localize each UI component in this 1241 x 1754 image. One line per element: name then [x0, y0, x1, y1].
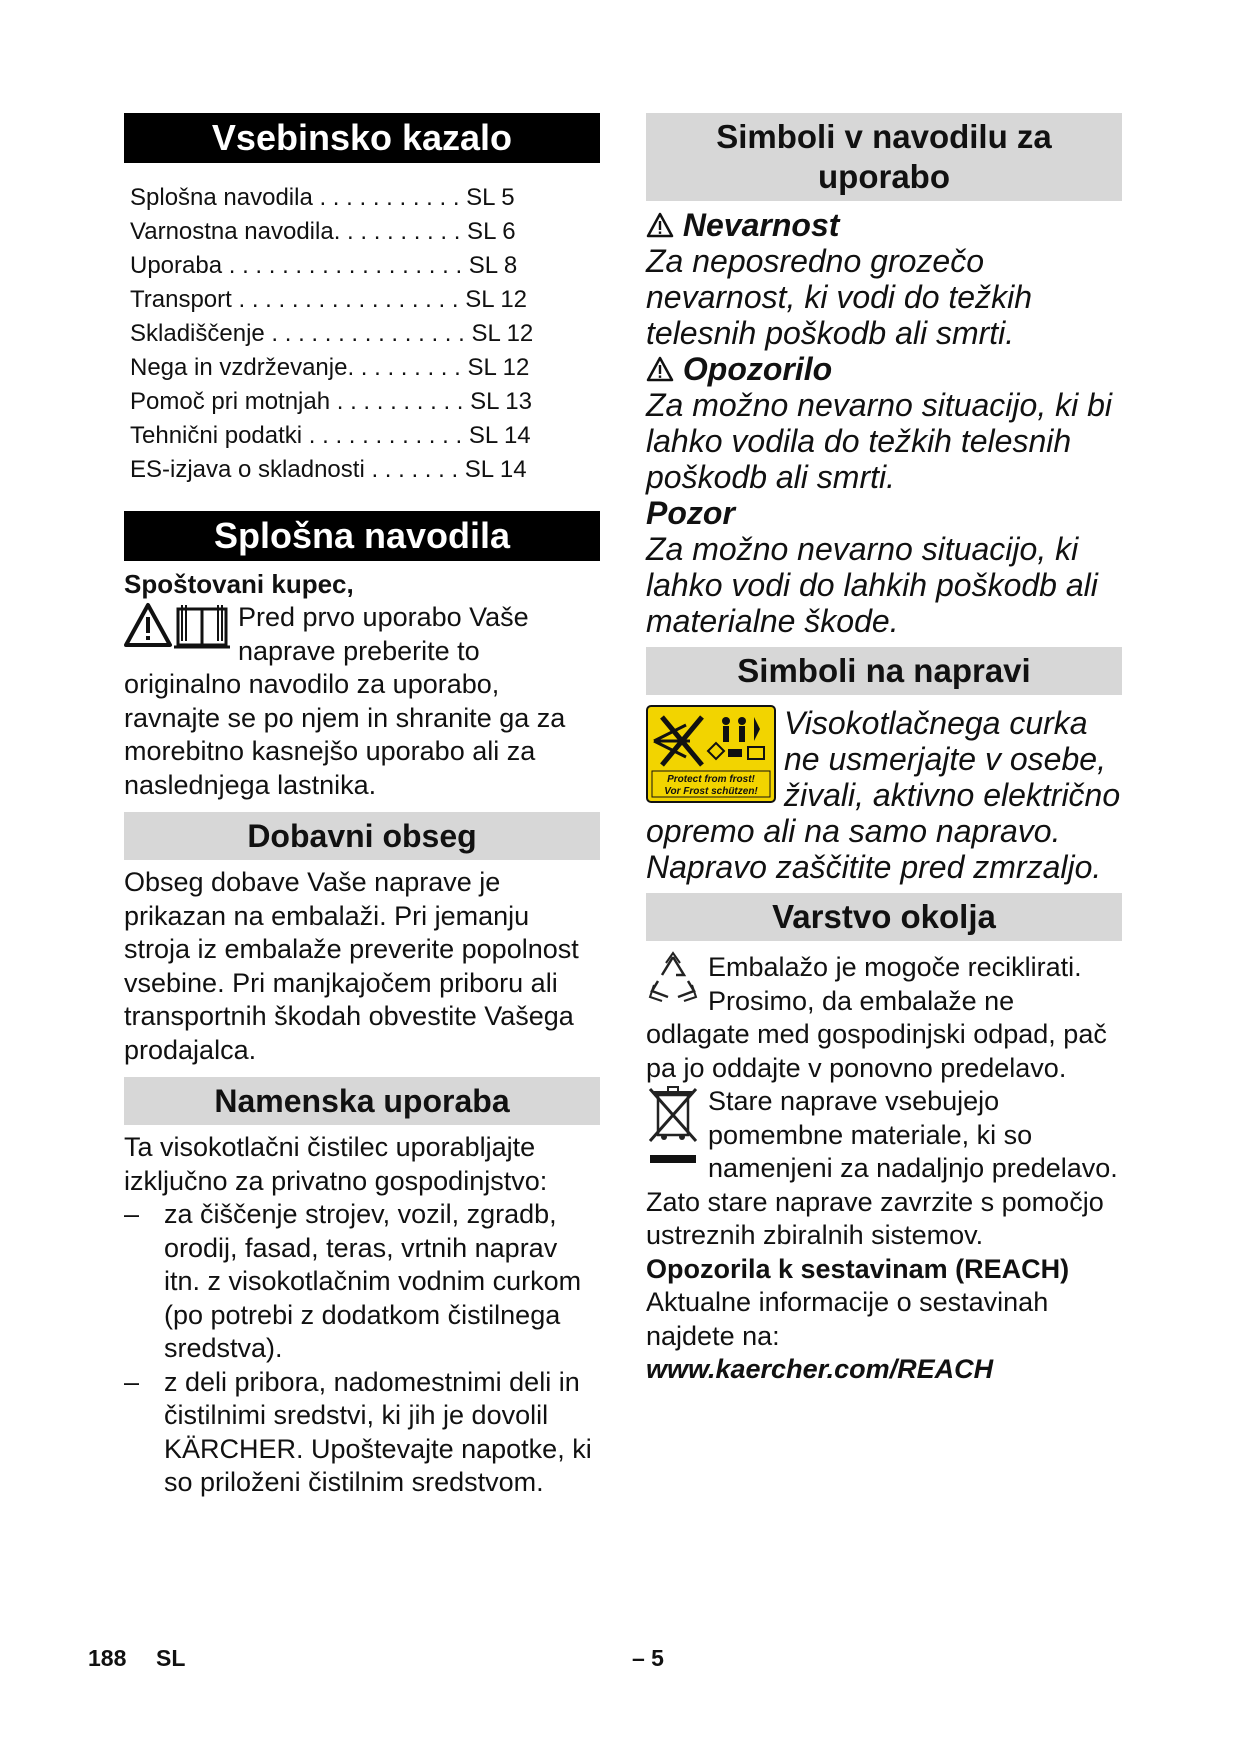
- list-dash: –: [124, 1199, 140, 1229]
- list-item: [124, 1198, 600, 1366]
- intended-use-intro: Ta visokotlačni čistilec uporabljajte izključno za privatno gospodinjstvo:: [124, 1132, 548, 1196]
- greeting: Spoštovani kupec,: [124, 569, 354, 599]
- left-column: [124, 113, 600, 1500]
- section-page-number: – 5: [632, 1645, 664, 1671]
- environment-heading: Varstvo okolja: [646, 893, 1122, 941]
- caution-label: Pozor: [646, 495, 735, 531]
- high-pressure-warning-label-icon: [646, 705, 776, 810]
- toc-entry[interactable]: Splošna navodila . . . . . . . . . . . SL 5: [130, 184, 515, 211]
- toc-entry[interactable]: Nega in vzdrževanje. . . . . . . . . SL 12: [130, 354, 530, 381]
- recycle-text: Embalažo je mogoče reciklirati. Prosimo, da embalaže ne odlagate med gospodinjski odpad, pač pa jo oddajte v ponovno predelavo.: [646, 952, 1107, 1083]
- general-heading: Splošna navodila: [124, 511, 600, 561]
- toc-entry[interactable]: Skladiščenje . . . . . . . . . . . . . . . SL 12: [130, 320, 534, 347]
- warning-label-row: [646, 351, 1122, 387]
- right-column: [646, 113, 1122, 1387]
- danger-label-row: [646, 207, 1122, 243]
- danger-label: Nevarnost: [682, 207, 840, 243]
- reach-title: Opozorila k sestavinam (REACH): [646, 1253, 1070, 1284]
- list-item-text: za čiščenje strojev, vozil, zgradb, orodij, fasad, teras, vrtnih naprav itn. z visokotlačnim vodnim curkom (po potrebi z dodatkom čistilnega sredstva).: [164, 1199, 582, 1363]
- intended-use-heading: Namenska uporaba: [124, 1077, 600, 1125]
- crossed-bin-icon: [646, 1085, 700, 1180]
- toc-entry[interactable]: Tehnični podatki . . . . . . . . . . . . SL 14: [130, 422, 531, 449]
- general-section: [124, 601, 600, 802]
- toc-entry[interactable]: Pomoč pri motnjah . . . . . . . . . . SL 13: [130, 388, 532, 415]
- warning-read-manual-icon: [124, 601, 230, 660]
- toc-entry[interactable]: ES-izjava o skladnosti . . . . . . . SL 14: [130, 456, 527, 483]
- warning-label: Opozorilo: [682, 351, 833, 387]
- symbols-device-heading: Simboli na napravi: [646, 647, 1122, 695]
- list-dash: –: [124, 1366, 140, 1397]
- warning-text: Za možno nevarno situacijo, ki bi lahko vodila do težkih telesnih poškodb ali smrti.: [646, 387, 1112, 495]
- reach-text: Aktualne informacije o sestavinah najdete na:: [646, 1287, 1049, 1351]
- label-line-1: Protect from frost!: [667, 774, 755, 785]
- recycle-section: [646, 951, 1122, 1085]
- list-item-text: z deli pribora, nadomestnimi deli in čistilnimi sredstvi, ki jih je dovolil KÄRCHER. Upoštevajte napotke, ki so priloženi čistilnim sredstvom.: [164, 1366, 592, 1497]
- page-number: 188: [88, 1645, 127, 1671]
- danger-text: Za neposredno grozečo nevarnost, ki vodi do težkih telesnih poškodb ali smrti.: [646, 243, 1032, 351]
- weee-text: Stare naprave vsebujejo pomembne materiale, ki so namenjeni za nadaljnjo predelavo. Zato stare naprave zavrzite s pomočjo ustreznih zbiralnih sistemov.: [646, 1086, 1118, 1250]
- warning-triangle-icon: [646, 351, 683, 387]
- delivery-paragraph: Obseg dobave Vaše naprave je prikazan na embalaži. Pri jemanju stroja iz embalaže preverite popolnost vsebine. Pri manjkajočem priboru ali transportnih škodah obvestite Vašega prodajalca.: [124, 867, 579, 1065]
- toc-heading: Vsebinsko kazalo: [124, 113, 600, 163]
- toc-entry[interactable]: Varnostna navodila. . . . . . . . . . SL 6: [130, 218, 516, 245]
- device-symbol-text: Visokotlačnega curka ne usmerjajte v osebe, živali, aktivno električno opremo ali na samo napravo. Napravo zaščitite pred zmrzaljo.: [646, 705, 1121, 885]
- language-code: SL: [156, 1645, 186, 1671]
- toc-entry[interactable]: Uporaba . . . . . . . . . . . . . . . . . . SL 8: [130, 252, 518, 279]
- reach-link[interactable]: www.kaercher.com/REACH: [646, 1354, 994, 1384]
- device-symbol-section: [646, 705, 1122, 885]
- warning-triangle-icon: [646, 207, 683, 243]
- delivery-heading: Dobavni obseg: [124, 812, 600, 860]
- recycle-icon: [646, 951, 700, 1014]
- list-item: [124, 1366, 600, 1500]
- general-paragraph: Pred prvo uporabo Vaše naprave preberite to originalno navodilo za uporabo, ravnajte se po njem in shranite ga za morebitno kasnejšo uporabo ali za naslednjega lastnika.: [124, 602, 566, 800]
- toc-entry[interactable]: Transport . . . . . . . . . . . . . . . . . SL 12: [130, 286, 528, 313]
- caution-text: Za možno nevarno situacijo, ki lahko vodi do lahkih poškodb ali materialne škode.: [646, 531, 1098, 639]
- symbols-manual-heading: Simboli v navodilu za uporabo: [646, 113, 1122, 201]
- weee-section: [646, 1085, 1122, 1253]
- label-line-2: Vor Frost schützen!: [664, 786, 758, 797]
- table-of-contents: [124, 181, 600, 487]
